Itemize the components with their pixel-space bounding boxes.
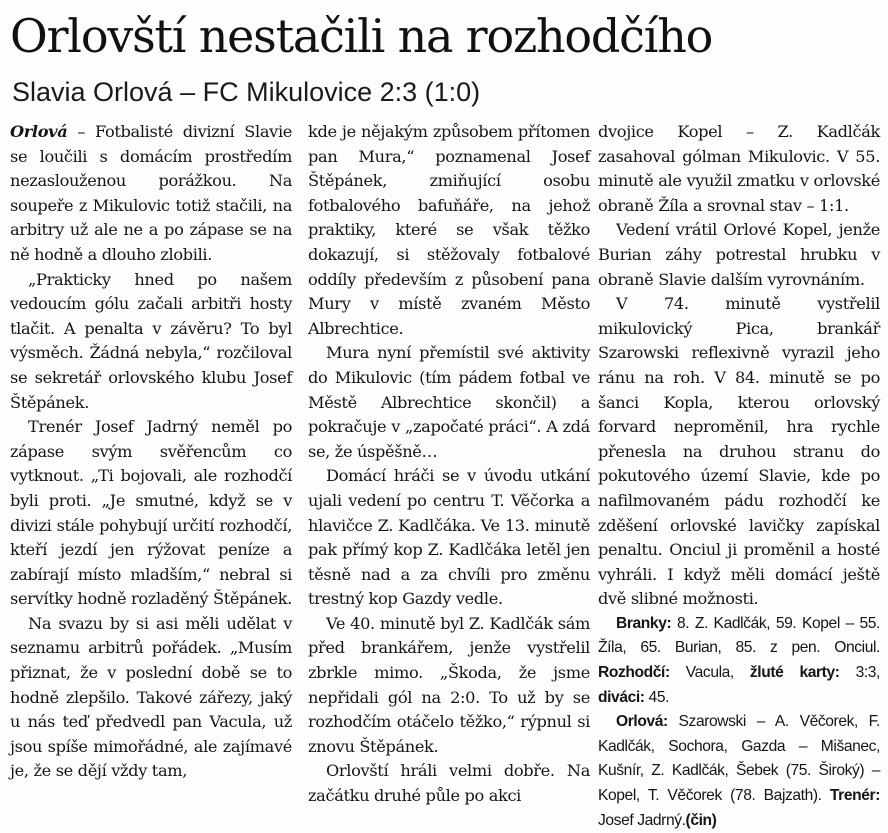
column-3 (598, 120, 880, 829)
paragraph: Na svazu by si asi měli udělat v seznamu arbitrů pořádek. „Musím přiznat, že v poslední době se to hodně zlepšilo. Takové zářezy, jaký u nás teď předvedl pan Vacula, už jsou spíše mimořádné, ale zajímavé je, že se dějí vždy tam, (10, 613, 292, 781)
headline: Orlovští nestačili na rozhodčího (10, 9, 713, 63)
subheadline: Slavia Orlová – FC Mikulovice 2:3 (1:0) (12, 77, 481, 107)
paragraph: kde je nějakým způsobem přítomen pan Mura,“ poznamenal Josef Štěpánek, zmiňující osobu fotbalového bafuňáře, na jehož praktiky, které se však těžko dokazují, si stěžovaly fotbalové oddíly především z působení pana Mury v místě zvaném Město Albrechtice. (308, 122, 590, 338)
paragraph: Ve 40. minutě byl Z. Kadlčák sám před brankářem, jenže vystřelil zbrkle mimo. „Škoda, že jsme nepřidali gól na 2:0. To už by se rozhodčím otáčelo těžko,“ rýpnul si znovu Štěpánek. (308, 613, 590, 756)
paragraph: dvojice Kopel – Z. Kadlčák zasahoval gólman Mikulovic. V 55. minutě ale využil zmatku v orlovské obraně Žíla a srovnal stav – 1:1. (598, 122, 880, 215)
paragraph: V 74. minutě vystřelil mikulovický Pica, brankář Szarowski reflexivně vyrazil jeho ránu na roh. V 84. minutě se po šanci Kopla, kterou orlovský forvard neproměnil, hra rychle přenesla na druhou stranu do pokutového území Slavie, kde po nafilmovaném pádu rozhodčí ke zděšení orlovské lavičky zapískal penaltu. Onciul ji proměnil a hosté vyhráli. I když měli domácí ještě dvě slibné možnosti. (598, 294, 880, 609)
dateline: Orlová (10, 122, 68, 141)
paragraph: Orlová – Fotbalisté divizní Slavie se loučili s domácím prostředím nezaslouženou porážkou. Na soupeře z Mikulovic totiž stačili, na arbitry už ale ne a po zápase se na ně hodně a dlouho zlobili. (10, 122, 292, 264)
paragraph: Trenér Josef Jadrný neměl po zápase svým svěřencům co vytknout. „Ti bojovali, ale rozhodčí byli proti. „Je smutné, když se v divizi stále pohybují určití rozhodčí, kteří jezdí jen rýžovat peníze a zabírají místo mladším,“ nebral si servítky hodně rozladěný Štěpánek. (10, 417, 292, 609)
match-stats-goals: Branky: 8. Z. Kadlčák, 59. Kopel – 55. Žíla, 65. Burian, 85. z pen. Onciul. Rozhodčí: Vacula, žluté karty: 3:3, diváci: 45. (598, 614, 880, 706)
column-2 (308, 120, 590, 810)
paragraph: Orlovští hráli velmi dobře. Na začátku druhé půle po akci (308, 761, 590, 806)
match-stats-lineup: Orlová: Szarowski – A. Věčorek, F. Kadlčák, Sochora, Gazda – Mišanec, Kušnír, Z. Kadlčák, Šebek (75. Široký) – Kopel, T. Věčorek (78. Bajzath). Trenér: Josef Jadrný.(čin) (598, 713, 880, 829)
paragraph: Domácí hráči se v úvodu utkání ujali vedení po centru T. Věčorka a hlavičce Z. Kadlčáka. Ve 13. minutě pak přímý kop Z. Kadlčáka letěl jen těsně nad a za chvíli pro změnu trestný kop Gazdy vedle. (308, 466, 590, 609)
author-tag: (čin) (685, 811, 717, 829)
paragraph: Vedení vrátil Orlové Kopel, jenže Burian záhy potrestal hrubku v obraně Slavie dalším vyrovnáním. (598, 220, 880, 289)
paragraph: „Prakticky hned po našem vedoucím gólu začali arbitři hosty tlačit. A penalta v závěru? To byl výsměch. Žádná nebyla,“ rozčiloval se sekretář orlovského klubu Josef Štěpánek. (10, 269, 292, 412)
column-1 (10, 120, 292, 810)
paragraph: Mura nyní přemístil své aktivity do Mikulovic (tím pádem fotbal ve Městě Albrechtice skončil) a pokračuje v „započaté práci“. A zdá se, že úspěšně… (308, 343, 590, 461)
